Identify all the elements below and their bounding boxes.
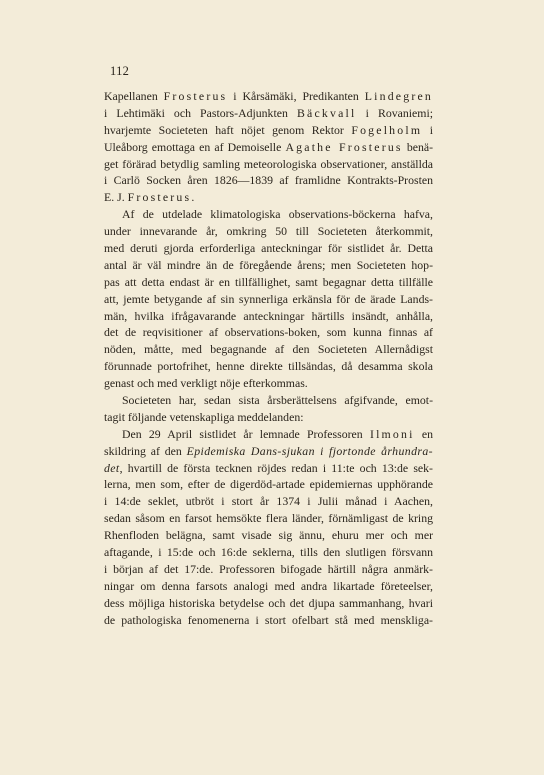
- text-segment: de pathologiska fenomenerna i stort ofelbart stå med menskliga-: [104, 612, 433, 627]
- text-segment: benä-: [402, 139, 434, 154]
- text-line: [104, 443, 433, 460]
- text-line: [104, 122, 433, 139]
- text-segment: under innevarande år, omkring 50 till Societeten återkommit,: [104, 224, 433, 239]
- body-text: [104, 88, 433, 629]
- text-segment: pas att detta endast är en tillfällighet, samt begagnar detta tillfälle: [104, 274, 433, 289]
- text-segment: hvarjemte Societeten haft nöjet genom Rektor: [104, 122, 352, 137]
- text-segment: i Lehtimäki och Pastors-Adjunkten: [104, 105, 297, 120]
- text-line: [104, 324, 433, 341]
- text-line: [104, 527, 433, 544]
- text-segment: förunnade portofrihet, henne direkte tillsändas, då desamma skola: [104, 359, 433, 374]
- spaced-name: Bäckvall: [296, 105, 357, 120]
- text-segment: tagit följande vetenskapliga meddelanden:: [104, 409, 304, 424]
- spaced-name: Ilmoni: [369, 426, 415, 441]
- text-segment: män, hvilka ifrågavarande anteckningar härtills insändt, anhålla,: [104, 308, 433, 323]
- text-line: [104, 291, 433, 308]
- text-segment: Societeten har, sedan sista årsberättelsens afgifvande, emot-: [122, 393, 433, 408]
- text-line: [104, 257, 433, 274]
- text-segment: sedan såsom en farsot hemsökte flera länder, förnämligast de kring: [104, 511, 433, 526]
- spaced-name: Fogelholm: [351, 122, 423, 137]
- text-line: [104, 172, 433, 189]
- text-line: [104, 139, 433, 156]
- text-line: [104, 476, 433, 493]
- text-segment: Uleåborg emottaga en af Demoiselle: [104, 139, 286, 154]
- spaced-name: Lindegren: [364, 89, 433, 103]
- text-segment: get förärad betydlig samling meteorologiska observationer, anställda: [104, 156, 433, 171]
- text-segment: i: [422, 122, 433, 137]
- text-segment: i början af det 17:de. Professoren bifogade härtill några anmärk-: [104, 561, 433, 576]
- text-segment: ningar om denna farsots analogi med andra likartade företeelser,: [104, 578, 433, 593]
- text-line: [104, 595, 433, 612]
- text-segment: Den 29 April sistlidet år lemnade Professoren: [122, 426, 370, 441]
- text-segment: Kapellanen: [104, 89, 164, 103]
- text-segment: i Carlö Socken åren 1826—1839 af framlidne Kontrakts-Prosten: [104, 173, 433, 188]
- text-line: [104, 358, 433, 375]
- text-line: [104, 409, 433, 426]
- text-segment: skildring af den: [104, 443, 187, 458]
- text-line: [104, 308, 433, 325]
- text-segment: i 14:de seklet, utbröt i stort år 1374 i Julii månad i Aachen,: [104, 494, 433, 509]
- text-segment: en: [414, 426, 433, 441]
- text-line: [104, 156, 433, 173]
- text-segment: Rhenfloden belägna, samt visade sig ännu, ehuru mer och mer: [104, 528, 433, 543]
- text-line: [104, 392, 433, 409]
- text-line: [104, 578, 433, 595]
- text-line: [104, 375, 433, 392]
- text-line: [104, 493, 433, 510]
- text-line: [104, 426, 433, 443]
- text-segment: det de reqvisitioner af observations-boken, som kunna finnas af: [104, 325, 433, 340]
- text-line: [104, 223, 433, 240]
- italic-title: det: [104, 460, 120, 475]
- text-line: [104, 612, 433, 629]
- text-segment: att, jemte betygande af sin synnerliga erkänsla för de ärade Lands-: [104, 291, 433, 306]
- text-segment: aftagande, i 15:de och 16:de seklerna, tills den slutligen försvann: [104, 545, 433, 560]
- spaced-name: Frosterus.: [127, 190, 197, 205]
- text-line: [104, 189, 433, 206]
- text-segment: antal är väl mindre än de föregående årens; men Societeten hop-: [104, 257, 433, 272]
- text-line: [104, 240, 433, 257]
- spaced-name: Frosterus: [163, 89, 228, 103]
- text-line: [104, 274, 433, 291]
- text-line: [104, 341, 433, 358]
- text-line: [104, 561, 433, 578]
- text-line: [104, 206, 433, 223]
- text-line: [104, 544, 433, 561]
- text-segment: nöden, måtte, med begagnande af den Societeten Allernådigst: [104, 342, 433, 357]
- text-segment: genast och med verkligt nöje efterkommas.: [104, 376, 308, 391]
- text-segment: lerna, men som, efter de digerdöd-artade epidemiernas upphörande: [104, 477, 433, 492]
- text-line: [104, 460, 433, 477]
- text-line: [104, 105, 433, 122]
- text-segment: dess möjliga historiska betydelse och det djupa sammanhang, hvari: [104, 595, 433, 610]
- text-segment: i Rovaniemi;: [356, 105, 433, 120]
- italic-title: Epidemiska Dans-sjukan i fjortonde århundra-: [186, 443, 433, 458]
- text-line: [104, 510, 433, 527]
- page-number: 112: [110, 64, 130, 78]
- text-segment: Af de utdelade klimatologiska observations-böckerna hafva,: [122, 207, 433, 222]
- text-line: [104, 88, 433, 105]
- text-segment: med deruti gjorda erforderliga anteckningar för sistlidet år. Detta: [104, 241, 433, 256]
- spaced-name: Agathe Frosterus: [285, 139, 403, 154]
- text-segment: E. J.: [104, 190, 128, 205]
- text-segment: i Kårsämäki, Predikanten: [227, 89, 365, 103]
- text-segment: , hvartill de första tecknen röjdes redan i 11:te och 13:de sek-: [119, 460, 433, 475]
